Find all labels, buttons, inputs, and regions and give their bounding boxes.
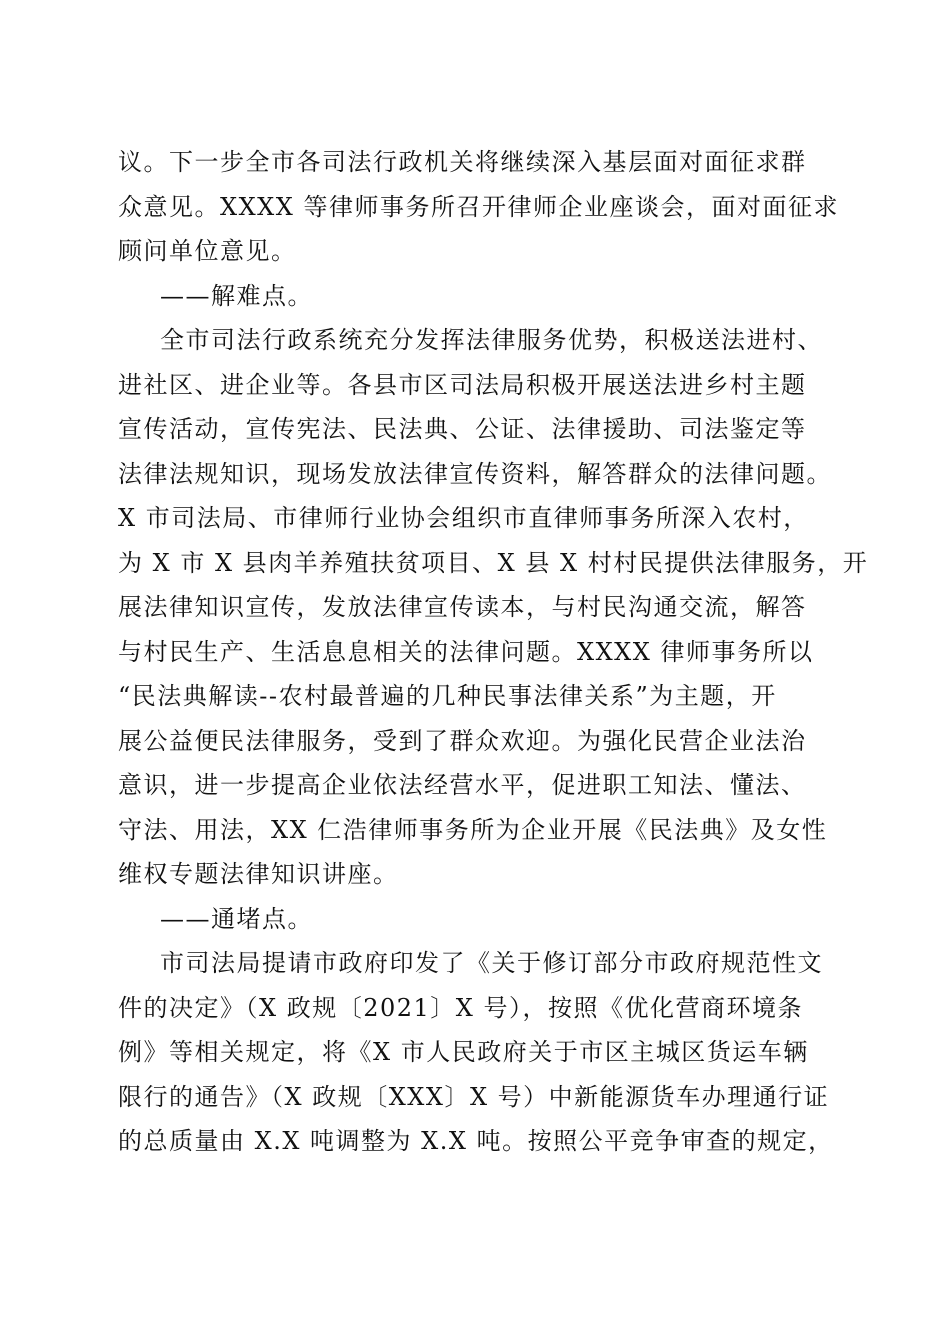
text-line: 顾问单位意见。 [118,237,297,265]
text-line: X 市司法局、市律师行业协会组织市直律师事务所深入农村， [118,504,809,532]
text-line: 意识，进一步提高企业依法经营水平，促进职工知法、懂法、 [118,771,807,799]
text-line: 为 X 市 X 县肉羊养殖扶贫项目、X 县 X 村村民提供法律服务，开 [118,548,869,577]
section-heading: ——解难点。 [160,281,313,310]
text-line: 市司法局提请市政府印发了《关于修订部分市政府规范性文 [160,949,823,977]
text-line: 件的决定》（X 政规〔2021〕X 号），按照《优化营商环境条 [118,993,804,1022]
text-line: 维权专题法律知识讲座。 [118,860,399,888]
document-body [118,140,869,1164]
text-line: 众意见。XXXX 等律师事务所召开律师企业座谈会，面对面征求 [118,192,839,221]
text-line: 的总质量由 X.X 吨调整为 X.X 吨。按照公平竞争审查的规定， [118,1127,834,1155]
text-line: 展法律知识宣传，发放法律宣传读本，与村民沟通交流，解答 [118,593,807,621]
section-heading: ——通堵点。 [160,904,313,933]
text-line: 进社区、进企业等。各县市区司法局积极开展送法进乡村主题 [118,370,807,399]
text-line: 展公益便民法律服务，受到了群众欢迎。为强化民营企业法治 [118,726,807,755]
text-line: “民法典解读--农村最普遍的几种民事法律关系”为主题，开 [118,682,777,710]
text-line: 限行的通告》（X 政规〔XXX〕X 号）中新能源货车办理通行证 [118,1082,830,1111]
text-line: 例》等相关规定，将《X 市人民政府关于市区主城区货运车辆 [118,1038,809,1066]
text-line: 守法、用法，XX 仁浩律师事务所为企业开展《民法典》及女性 [118,815,828,844]
text-line: 议。下一步全市各司法行政机关将继续深入基层面对面征求群 [118,148,807,176]
text-line: 全市司法行政系统充分发挥法律服务优势，积极送法进村、 [160,326,823,354]
text-line: 与村民生产、生活息息相关的法律问题。XXXX 律师事务所以 [118,637,814,666]
text-line: 法律法规知识，现场发放法律宣传资料，解答群众的法律问题。 [118,459,832,488]
text-line: 宣传活动，宣传宪法、民法典、公证、法律援助、司法鉴定等 [118,415,807,443]
